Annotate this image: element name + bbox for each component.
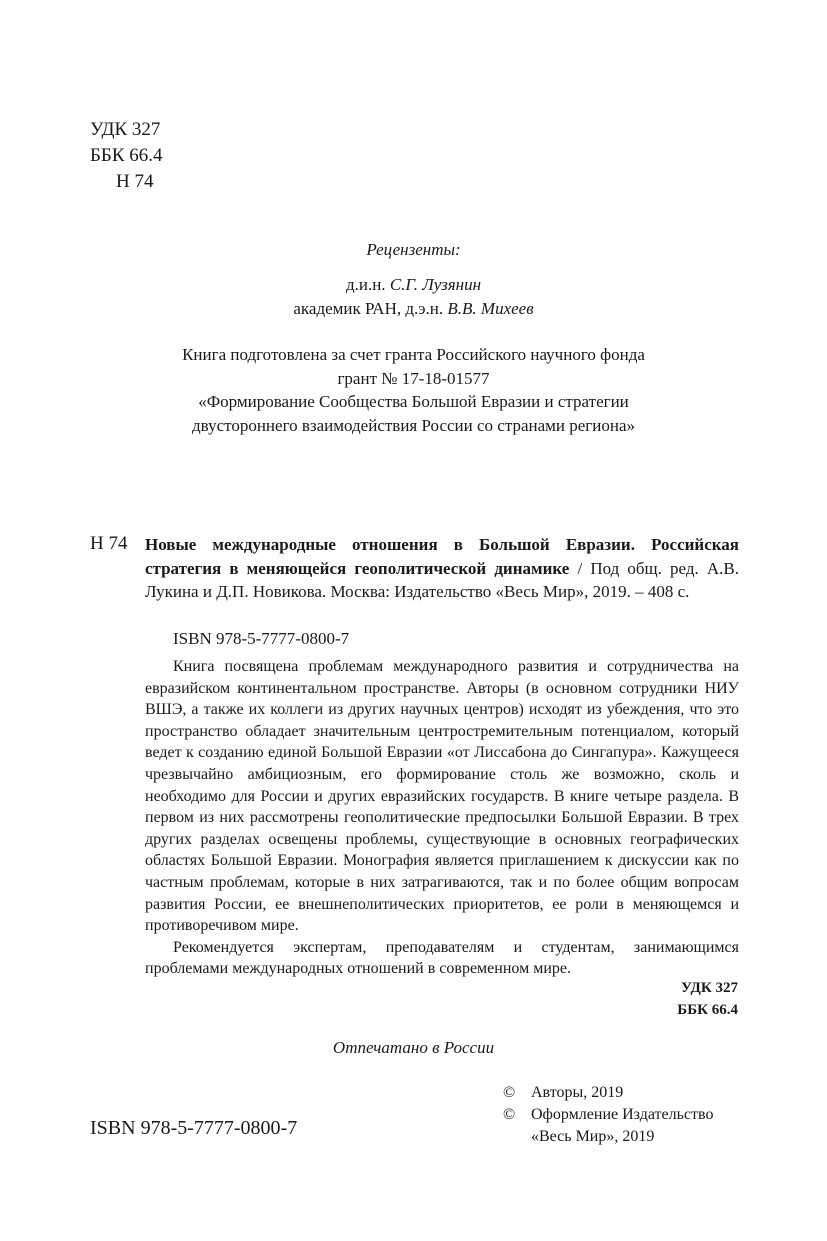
copyright-icon: © xyxy=(503,1084,516,1101)
copyright-block xyxy=(503,1082,713,1148)
bbk-code: ББК 66.4 xyxy=(90,145,163,166)
udk-code: УДК 327 xyxy=(90,119,161,140)
index-bbk: ББК 66.4 xyxy=(677,1002,738,1018)
reviewer-2-name: В.В. Михеев xyxy=(447,299,534,318)
grant-line-3: «Формирование Сообщества Большой Евразии и стратегии xyxy=(198,392,629,411)
reviewer-2-degree: академик РАН, д.э.н. xyxy=(293,299,448,318)
bibliography-details: / Под общ. ред. А.В. Лукина и Д.П. Новикова. Москва: Издательство «Весь Мир», 2019. – 408 с. xyxy=(145,558,739,601)
copyright-icon: © xyxy=(503,1106,516,1123)
copyright-design-publisher: «Весь Мир», 2019 xyxy=(531,1128,655,1145)
grant-line-1: Книга подготовлена за счет гранта Российского научного фонда xyxy=(182,345,645,364)
abstract-paragraph-1: Книга посвящена проблемам международного развития и сотрудничества на евразийском континентальном пространстве. Авторы (в основном сотрудники НИУ ВШЭ, а также их коллеги из других научных центров) исходят из убеждения, что это пространство обладает значительным центростремительным потенциалом, который ведет к созданию единой Большой Евразии «от Лиссабона до Сингапура». Кажущееся чрезвычайно амбициозным, его формирование столь же возможно, сколь и необходимо для России и других евразийских государств. В книге четыре раздела. В первом из них рассмотрены геополитические предпосылки Большой Евразии. В трех других разделах освещены проблемы, существующие в основных географических областях Большой Евразии. Монография является приглашением к дискуссии как по частным проблемам, которые в них затрагиваются, так и по более общим вопросам развития России, ее внешнеполитических приоритетов, ее роли в меняющемся и противоречивом мире. xyxy=(145,658,739,935)
grant-line-2: грант № 17-18-01577 xyxy=(337,368,490,388)
bibliography-code: Н 74 xyxy=(90,533,128,554)
grant-block xyxy=(0,343,827,437)
index-codes xyxy=(677,977,738,1021)
reviewers-block xyxy=(0,238,827,321)
reviewer-1-degree: д.и.н. xyxy=(345,275,390,294)
reviewers-title: Рецензенты: xyxy=(366,240,461,259)
bibliography-isbn: ISBN 978-5-7777-0800-7 xyxy=(173,629,350,648)
reviewer-1 xyxy=(0,273,827,297)
book-title: Новые международные отношения в Большой Евразии. Российская стратегия в меняющейся геополитической динамике xyxy=(145,535,739,578)
classification-codes xyxy=(90,117,163,195)
abstract xyxy=(145,656,739,980)
index-udk: УДК 327 xyxy=(681,980,738,996)
printed-in: Отпечатано в России xyxy=(332,1038,495,1057)
reviewer-2 xyxy=(0,297,827,321)
bibliography-entry xyxy=(145,533,739,604)
abstract-paragraph-2: Рекомендуется экспертам, преподавателям и студентам, занимающимся проблемами международных отношений в современном мире. xyxy=(145,938,739,978)
copyright-authors xyxy=(503,1082,713,1104)
copyright-design xyxy=(503,1104,713,1126)
footer-isbn: ISBN 978-5-7777-0800-7 xyxy=(90,1117,298,1139)
copyright-authors-text: Авторы, 2019 xyxy=(531,1084,624,1101)
grant-line-4: двустороннего взаимодействия России со странами региона» xyxy=(191,415,636,435)
author-mark: Н 74 xyxy=(116,171,154,192)
copyright-design-text: Оформление Издательство xyxy=(531,1106,714,1123)
reviewer-1-name: С.Г. Лузянин xyxy=(389,275,482,294)
